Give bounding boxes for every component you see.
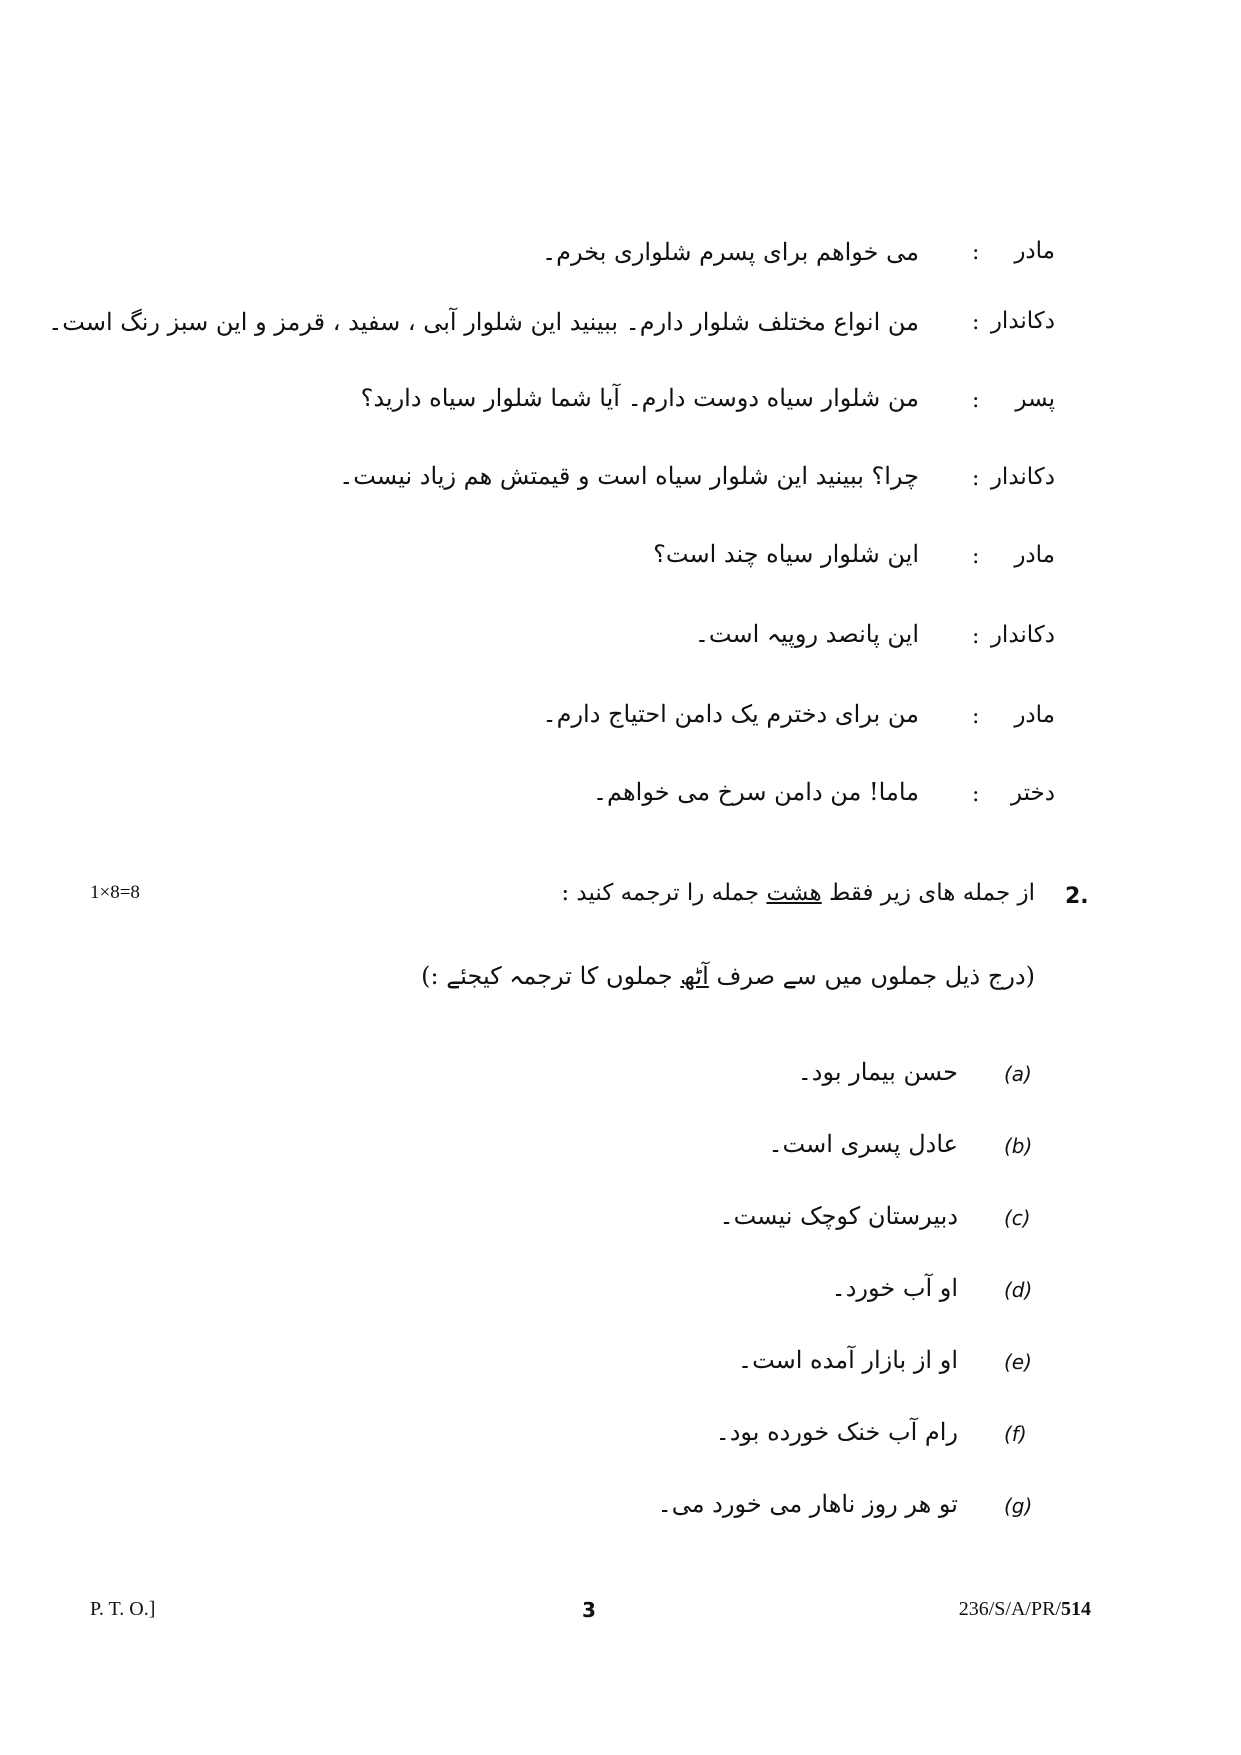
instruction-part: جمله را ترجمه کنید : (561, 880, 760, 906)
option-letter: (b) (1004, 1134, 1033, 1158)
page-number: 3 (582, 1598, 596, 1622)
colon: : (972, 782, 980, 807)
instruction-emphasis: هشت (766, 880, 822, 906)
urdu-note (421, 962, 1035, 990)
option-letter: (f) (1004, 1422, 1027, 1446)
option-letter: (a) (1004, 1062, 1032, 1086)
note-part: (درج ذیل جملوں میں سے صرف (716, 962, 1035, 990)
colon: : (972, 624, 980, 649)
option-letter: (c) (1004, 1206, 1031, 1230)
speaker-label: دکاندار (990, 622, 1055, 648)
colon: : (972, 704, 980, 729)
speaker-label: پسر (1015, 386, 1055, 412)
option-text: او از بازار آمده است۔ (738, 1346, 958, 1374)
dialogue-text: می خواهم برای پسرم شلواری بخرم۔ (542, 238, 919, 266)
speaker-label: مادر (1014, 542, 1055, 568)
dialogue-text: من انواع مختلف شلوار دارم۔ ببینید این شلوار آبی ، سفید ، قرمز و این سبز رنگ است۔ (48, 308, 919, 336)
pto-label: P. T. O.] (90, 1598, 156, 1620)
option-letter: (g) (1004, 1494, 1033, 1518)
note-part: جملوں کا ترجمہ کیجئے :) (421, 962, 673, 990)
dialogue-text: چرا؟ ببینید این شلوار سیاه است و قیمتش هم زیاد نیست۔ (339, 462, 919, 490)
paper-code (959, 1598, 1091, 1621)
option-letter: (e) (1004, 1350, 1032, 1374)
colon: : (972, 240, 980, 265)
colon: : (972, 388, 980, 413)
speaker-label: دکاندار (990, 308, 1055, 334)
colon: : (972, 310, 980, 335)
instruction-part: از جمله های زیر فقط (828, 880, 1035, 906)
dialogue-text: این پانصد روپیہ است۔ (694, 620, 919, 648)
marks: 1×8=8 (90, 882, 140, 903)
colon: : (972, 466, 980, 491)
dialogue-text: من شلوار سیاه دوست دارم۔ آیا شما شلوار سیاه دارید؟ (360, 384, 919, 412)
colon: : (972, 544, 980, 569)
question-instruction (561, 880, 1035, 906)
dialogue-text: این شلوار سیاه چند است؟ (653, 540, 919, 568)
speaker-label: مادر (1014, 238, 1055, 264)
paper-code-prefix: 236/S/A/PR/ (958, 1598, 1061, 1620)
option-text: عادل پسری است۔ (768, 1130, 958, 1158)
speaker-label: دکاندار (990, 464, 1055, 490)
option-letter: (d) (1004, 1278, 1033, 1302)
option-text: دبیرستان کوچک نیست۔ (719, 1202, 958, 1230)
paper-code-suffix: 514 (1061, 1598, 1091, 1620)
question-number: 2. (1065, 884, 1089, 909)
speaker-label: دختر (1010, 780, 1055, 806)
option-text: او آب خورد۔ (831, 1274, 958, 1302)
option-text: تو هر روز ناهار می خورد می۔ (657, 1490, 958, 1518)
dialogue-text: من برای دخترم یک دامن احتیاج دارم۔ (542, 700, 919, 728)
speaker-label: مادر (1014, 702, 1055, 728)
option-text: حسن بیمار بود۔ (797, 1058, 958, 1086)
dialogue-text: ماما! من دامن سرخ می خواهم۔ (592, 778, 919, 806)
option-text: رام آب خنک خورده بود۔ (715, 1418, 958, 1446)
note-emphasis: آٹھ (680, 962, 709, 990)
